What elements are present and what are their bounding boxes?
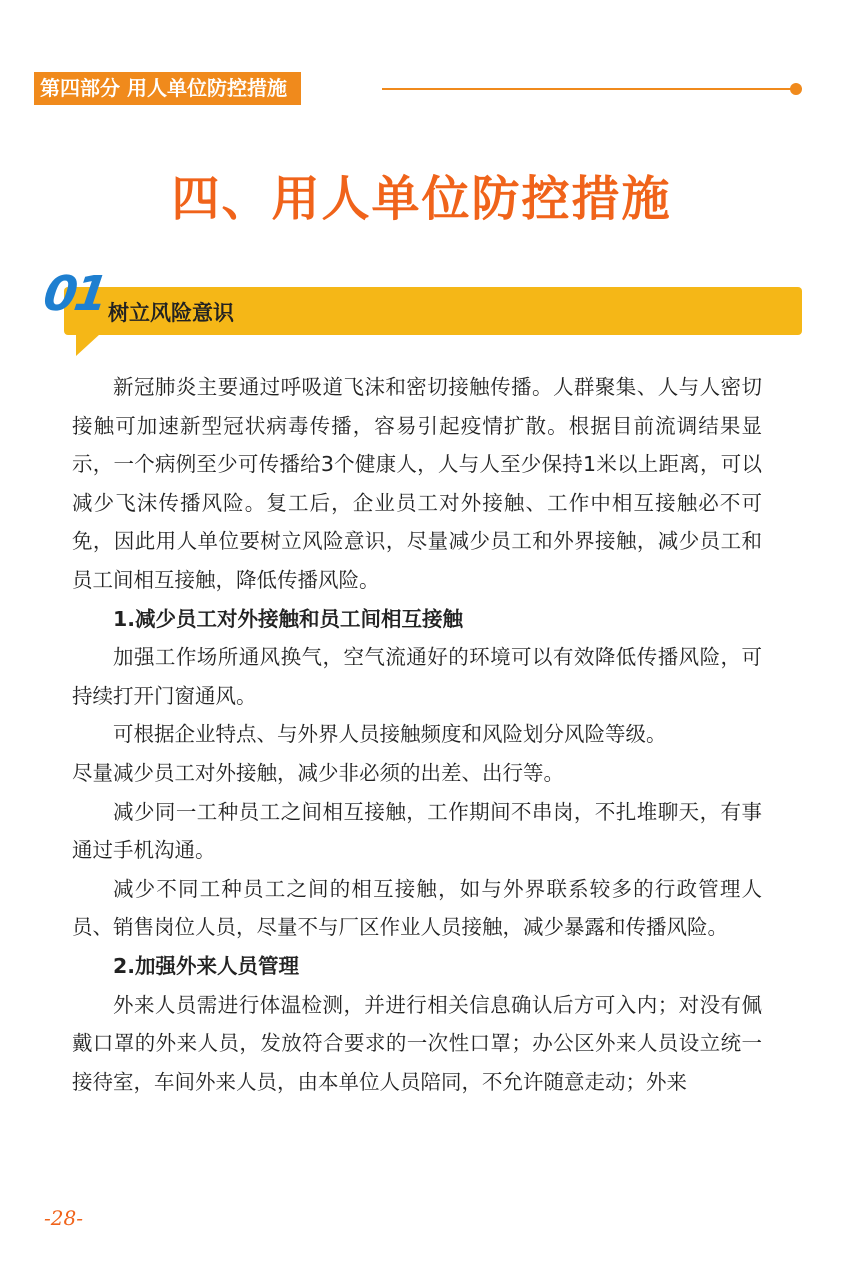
part-label-text: 第四部分 用人单位防控措施 [40,76,287,100]
section-number: 01 [40,266,109,322]
part-label-badge [34,72,301,105]
page-title: 四、用人单位防控措施 [171,171,672,227]
paragraph: 可根据企业特点、与外界人员接触频度和风险划分风险等级。 [113,722,667,747]
paragraph: 新冠肺炎主要通过呼吸道飞沫和密切接触传播。人群聚集、人与人密切接触可加速新型冠状病毒传播，容易引起疫情扩散。根据目前流调结果显示，一个病例至少可传播给3个健康人，人与人至少保持1米以上距离，可以减少飞沫传播风险。复工后，企业员工对外接触、工作中相互接触必不可免，因此用人单位要树立风险意识，尽量减少员工和外界接触，减少员工和员工间相互接触，降低传播风险。 [72,375,762,592]
header-divider-dot [790,83,802,95]
paragraph: 外来人员需进行体温检测，并进行相关信息确认后方可入内；对没有佩戴口罩的外来人员，发放符合要求的一次性口罩；办公区外来人员设立统一接待室，车间外来人员，由本单位人员陪同，不允许随意走动；外来 [72,992,762,1094]
subheading: 1.减少员工对外接触和员工间相互接触 [113,606,464,631]
paragraph: 减少同一工种员工之间相互接触，工作期间不串岗，不扎堆聊天，有事通过手机沟通。 [72,799,762,863]
paragraph: 尽量减少员工对外接触，减少非必须的出差、出行等。 [72,760,564,785]
subheading: 2.加强外来人员管理 [113,953,300,978]
body-content [72,368,762,1101]
section-banner-tail [76,334,100,356]
page-number: -28- [44,1206,83,1230]
section-title: 树立风险意识 [108,301,234,325]
paragraph: 减少不同工种员工之间的相互接触，如与外界联系较多的行政管理人员、销售岗位人员，尽量不与厂区作业人员接触，减少暴露和传播风险。 [72,876,762,940]
header-divider-line [382,88,796,90]
paragraph: 加强工作场所通风换气，空气流通好的环境可以有效降低传播风险，可持续打开门窗通风。 [72,645,762,708]
